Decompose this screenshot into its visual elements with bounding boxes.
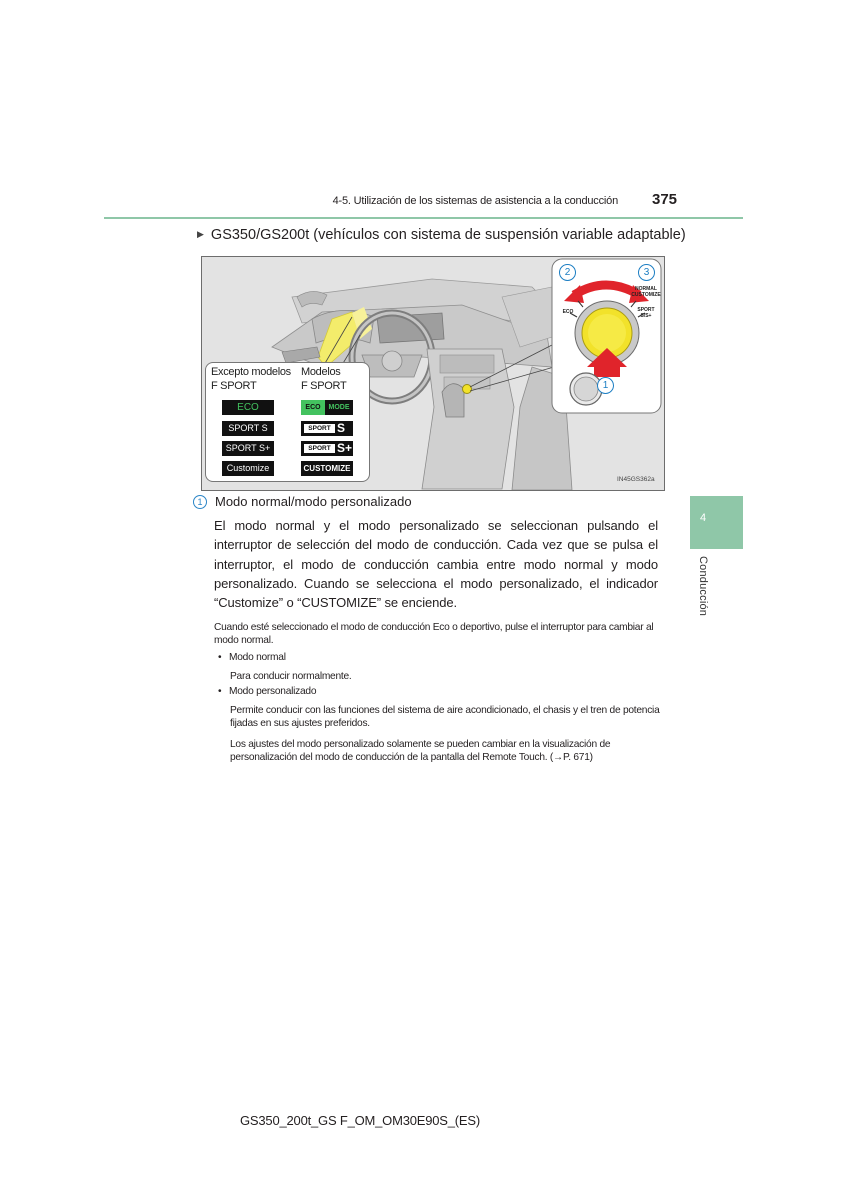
bullet-custom-label: Modo personalizado xyxy=(229,686,317,697)
item-title: Modo normal/modo personalizado xyxy=(215,494,412,509)
indicator-customize-fsport: CUSTOMIZE xyxy=(301,461,353,476)
sport-s-letter: S xyxy=(337,421,346,435)
dial-normal-text: NORMAL xyxy=(635,286,657,292)
subheading-text: GS350/GS200t (vehículos con sistema de suspensión variable adaptable) xyxy=(210,227,686,243)
sport-s-label: SPORT xyxy=(304,424,335,433)
eco-mode-left: ECO xyxy=(301,400,325,415)
note-text: Cuando esté seleccionado el modo de conducción Eco o deportivo, pulse el interruptor para cambiar al modo normal. xyxy=(214,622,654,646)
bullet-custom-description-1: Permite conducir con las funciones del sistema de aire acondicionado, el chasis y el tren de potencia fijadas en sus ajustes preferidos. xyxy=(230,705,660,729)
indicator-customize-standard: Customize xyxy=(222,461,274,476)
indicator-sport-splus-standard: SPORT S+ xyxy=(222,441,274,456)
callout-1: 1 xyxy=(597,377,614,394)
item-number-circle: 1 xyxy=(193,495,207,509)
sport-splus-label: SPORT xyxy=(304,444,335,453)
indicator-sport-s-standard: SPORT S xyxy=(222,421,274,436)
header-rule xyxy=(104,217,743,219)
callout-3: 3 xyxy=(638,264,655,281)
bullet-normal-label: Modo normal xyxy=(229,652,286,663)
callout-2: 2 xyxy=(559,264,576,281)
triangle-bullet-icon: ▶ xyxy=(197,229,204,239)
dial-sport-sub-text: S/S+ xyxy=(640,312,652,319)
dial-custom-text: CUSTOMIZE xyxy=(631,291,661,298)
item-paragraph: El modo normal y el modo personalizado se seleccionan pulsando el interruptor de selección del modo de conducción. Cada vez que se pulsa el interruptor, el modo de conducción cambia entre modo normal y modo personalizado. Cuando se selecciona el modo personalizado, el indicador “Customize” o “CUSTOMIZE” se enciende. xyxy=(214,518,658,611)
bullet-custom-mode xyxy=(218,685,316,698)
legend-col-a-line2: F SPORT xyxy=(211,380,257,392)
chapter-tab-label: Conducción xyxy=(697,556,709,617)
dial-label-eco: ECO xyxy=(562,309,574,315)
indicator-eco-mode-fsport xyxy=(301,400,353,415)
legend-col-b-line1: Modelos xyxy=(301,366,341,378)
bullet-dot: • xyxy=(218,686,222,697)
legend-col-a-line1: Excepto modelos xyxy=(211,366,291,378)
page-number: 375 xyxy=(652,191,678,208)
bullet-dot: • xyxy=(218,652,222,663)
figure-code: IN45GS362a xyxy=(617,476,655,483)
bullet-normal-mode xyxy=(218,651,286,664)
subheading xyxy=(197,227,686,243)
indicator-sport-s-fsport xyxy=(301,421,353,436)
item-heading xyxy=(193,494,412,509)
sport-splus-letter: S+ xyxy=(337,441,353,455)
legend-col-b-line2: F SPORT xyxy=(301,380,347,392)
section-title: 4-5. Utilización de los sistemas de asistencia a la conducción xyxy=(332,195,618,207)
footer-code: GS350_200t_GS F_OM_OM30E90S_(ES) xyxy=(240,1113,481,1128)
indicator-eco-standard: ECO xyxy=(222,400,274,415)
dial-sport-text: SPORT xyxy=(637,307,655,313)
dial-label-sport xyxy=(635,308,657,319)
bullet-custom-description-2: Los ajustes del modo personalizado solamente se pueden cambiar en la visualización de personalización del modo de conducción de la pantalla del Remote Touch. (→P. 671) xyxy=(230,739,611,763)
chapter-tab xyxy=(690,496,743,549)
indicator-sport-splus-fsport xyxy=(301,441,353,456)
dial-label-normal xyxy=(626,287,665,298)
bullet-normal-description: Para conducir normalmente. xyxy=(230,671,352,682)
chapter-tab-number: 4 xyxy=(700,512,707,524)
eco-mode-right: MODE xyxy=(325,400,353,415)
indicator-legend xyxy=(205,362,370,482)
